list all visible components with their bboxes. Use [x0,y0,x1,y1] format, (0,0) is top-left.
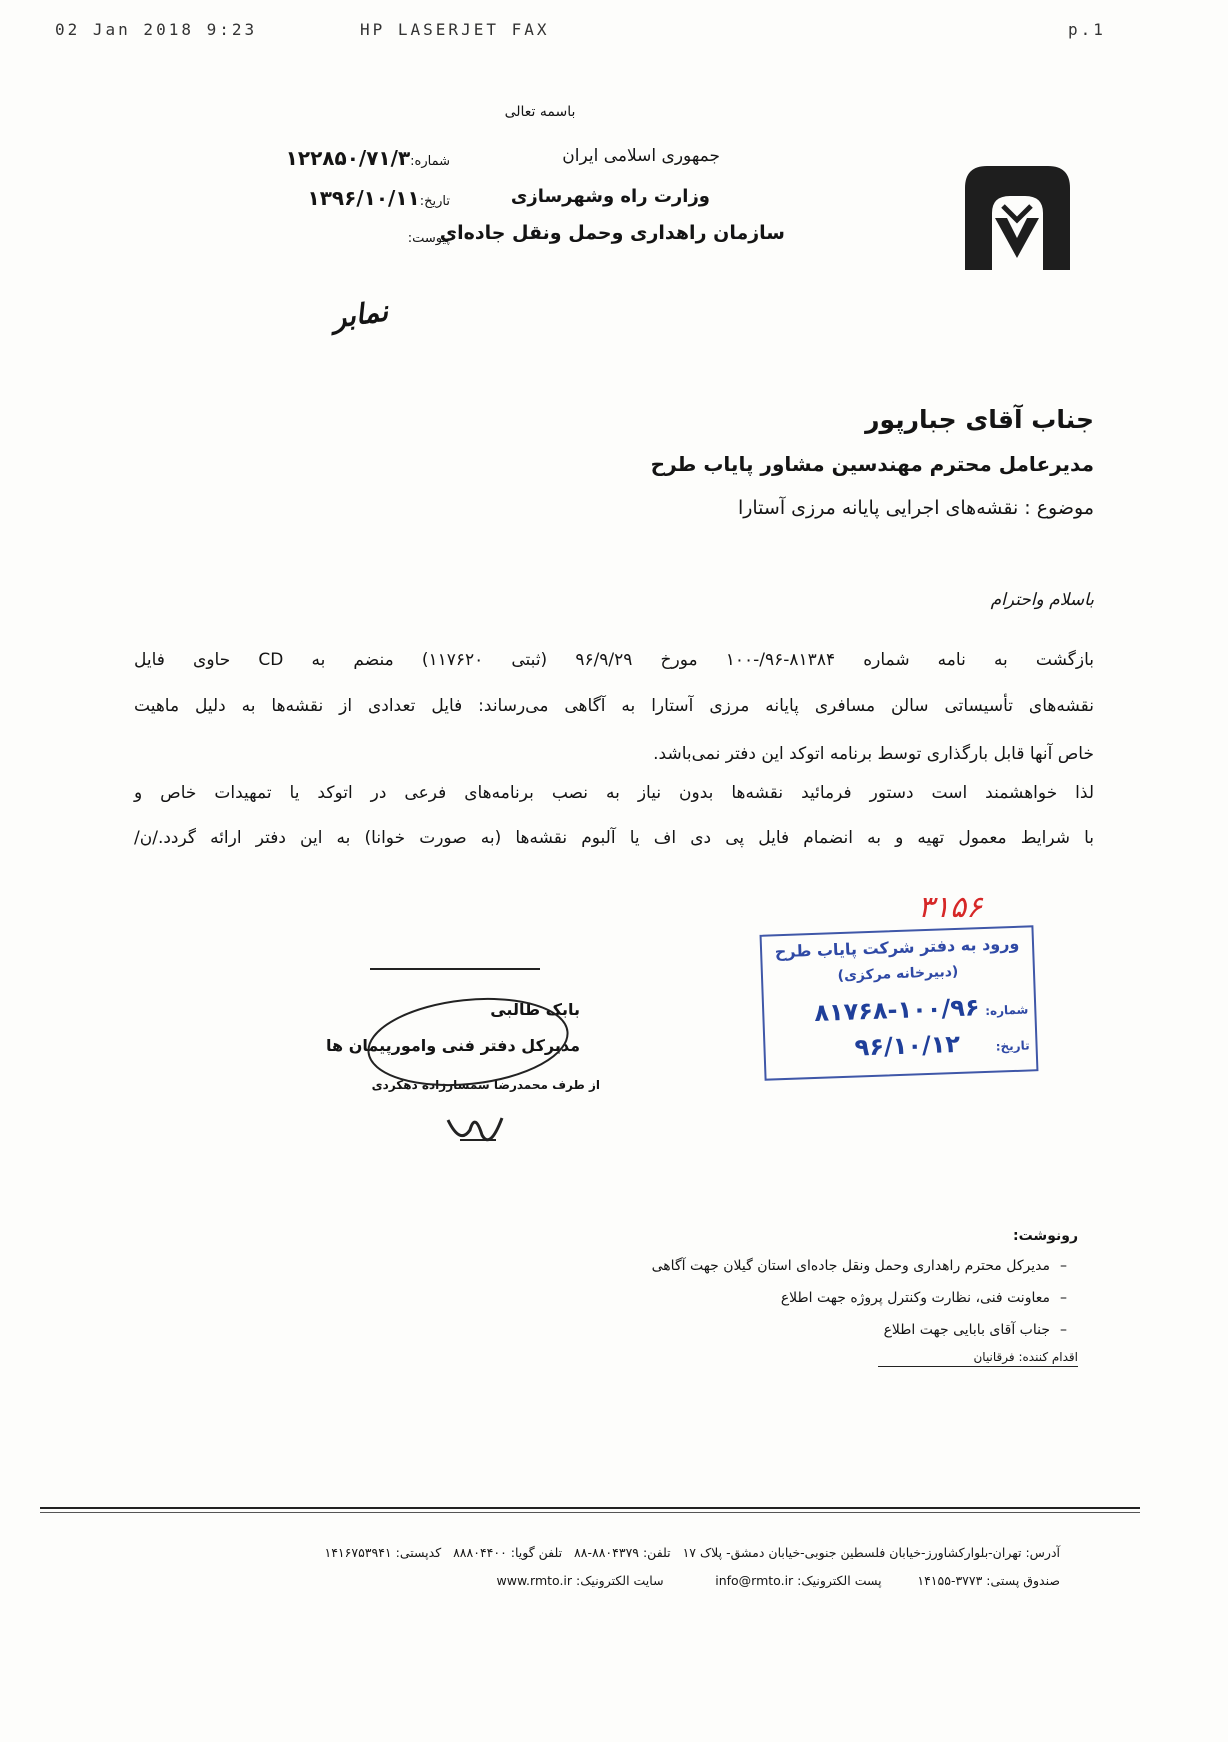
signature-rule [370,968,540,970]
body-line-5: با شرایط معمول تهیه و به انضمام فایل پی دی اف یا آلبوم نقشه‌ها (به صورت خوانا) به این دفتر ارائه گردد./ن/ [134,828,1094,848]
greeting: باسلام واحترام [990,590,1094,610]
rmto-logo [955,158,1080,283]
country-name: جمهوری اسلامی ایران [562,146,720,166]
letter-date: تاریخ:۱۳۹۶/۱۰/۱۱ [307,186,450,210]
recipient-title: مدیرعامل محترم مهندسین مشاور پایاب طرح [650,452,1094,476]
cc-dash-3: – [1060,1322,1067,1338]
footer-voice-phone: تلفن گویا: ۸۸۸۰۴۴۰۰ [453,1545,563,1560]
cc-item-3: جناب آقای بابایی جهت اطلاع [883,1322,1050,1338]
body-line-2: نقشه‌های تأسیساتی سالن مسافری پایانه مرزی آستارا به آگاهی می‌رساند: فایل تعدادی از نقشه‌ها به دلیل ماهیت [134,696,1094,716]
stamp-subheading: (دبیرخانه مرکزی) [837,963,959,985]
fax-device: HP LASERJET FAX [360,20,550,39]
fax-datetime: 02 Jan 2018 9:23 [55,20,258,39]
signature-scribble [348,990,578,1090]
action-by: اقدام کننده: فرقانیان [878,1350,1078,1367]
letter-attachment: پیوست: [407,231,450,246]
footer-contact-line [120,1545,1060,1560]
footer-email[interactable]: پست الکترونیک: info@rmto.ir [715,1573,882,1588]
organization-name: سازمان راهداری وحمل ونقل جاده‌ای [439,222,785,244]
cc-item-2: معاونت فنی، نظارت وکنترل پروژه جهت اطلاع [780,1290,1050,1306]
ministry-name: وزارت راه وشهرسازی [510,186,710,207]
footer-rule-top [40,1507,1140,1509]
stamp-date: تاریخ: ۹۶/۱۰/۱۲ [854,1029,1030,1062]
received-stamp [760,925,1039,1080]
letter-number: شماره:۱۲۲۸۵۰/۷۱/۳ [285,146,450,170]
signatory-position: مدیرکل دفتر فنی وامورپیمان ها [326,1036,580,1055]
stamp-number: شماره: ۱۰۰/۹۶-۸۱۷۶۸ [813,993,1029,1027]
signature-mark [440,1100,510,1155]
cc-item-1: مدیرکل محترم راهداری وحمل ونقل جاده‌ای استان گیلان جهت آگاهی [651,1258,1050,1274]
footer-postal-code: کدپستی: ۱۴۱۶۷۵۳۹۴۱ [324,1545,442,1560]
fax-page-number: p.1 [1068,20,1106,39]
signatory-name: بابک طالبی [490,1000,580,1019]
fax-note-handwritten: نمابر [330,294,390,335]
footer-address: آدرس: تهران-بلوارکشاورز-خیابان فلسطین جنوبی-خیابان دمشق- پلاک ۱۷ [682,1545,1060,1560]
handwritten-register-number: ۳۱۵۶ [917,890,983,925]
cc-label: رونوشت: [1013,1228,1078,1244]
body-line-1: بازگشت به نامه شماره ۸۱۳۸۴-۹۶/-۱۰۰ مورخ ۹۶/۹/۲۹ (ثبتی ۱۱۷۶۲۰) منضم به CD حاوی فایل [134,650,1094,670]
body-line-4: لذا خواهشمند است دستور فرمائید نقشه‌ها بدون نیاز به نصب برنامه‌های فرعی در اتوکد یا تمهیدات خاص و [134,783,1094,803]
stamp-heading: ورود به دفتر شرکت پایاب طرح [774,933,1020,962]
recipient-name: جناب آقای جبارپور [865,405,1094,434]
body-line-3: خاص آنها قابل بارگذاری توسط برنامه اتوکد این دفتر نمی‌باشد. [653,744,1094,764]
signatory-on-behalf: از طرف محمدرضا سمسارزاده دهکردی [371,1078,600,1092]
footer-rule-bottom [40,1512,1140,1513]
letter-subject: موضوع : نقشه‌های اجرایی پایانه مرزی آستارا [737,497,1094,519]
footer-website[interactable]: سایت الکترونیک: www.rmto.ir [496,1573,664,1588]
invocation: باسمه تعالی [504,104,576,120]
cc-dash-2: – [1060,1290,1067,1306]
footer-online-line [120,1573,1060,1588]
cc-dash-1: – [1060,1258,1067,1274]
footer-po-box: صندوق پستی: ۳۷۷۳-۱۴۱۵۵ [917,1573,1060,1588]
footer-phone: تلفن: ۸۸۰۴۳۷۹-۸۸ [574,1545,671,1560]
